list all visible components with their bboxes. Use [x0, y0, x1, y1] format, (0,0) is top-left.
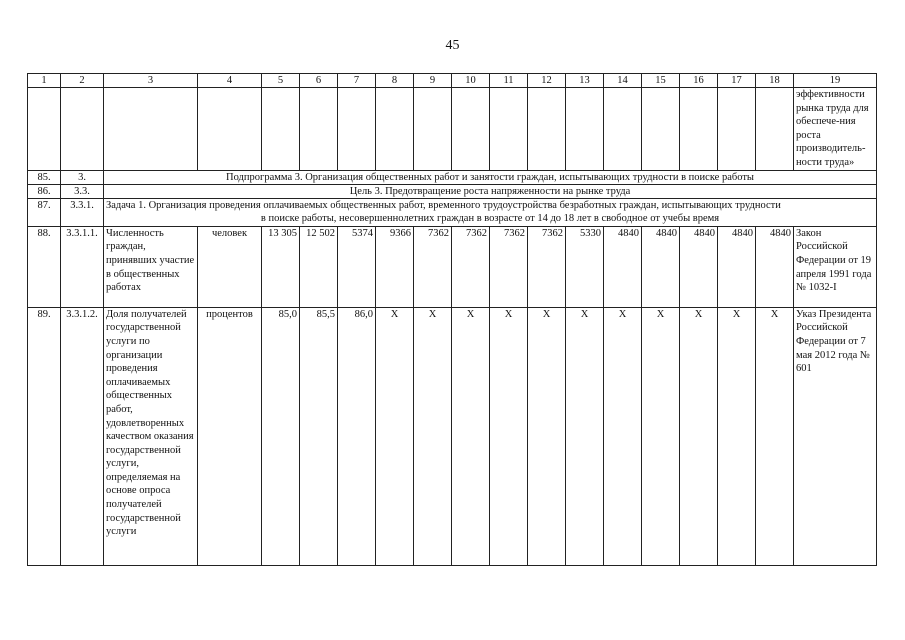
indicator-value: 4840	[718, 226, 756, 307]
column-number: 12	[528, 74, 566, 88]
row-code: 3.3.	[61, 184, 104, 198]
indicator-value: 7362	[490, 226, 528, 307]
indicator-value: Х	[528, 307, 566, 565]
legal-basis: Закон Российской Федерации от 19 апреля 1991 года № 1032-I	[794, 226, 877, 307]
column-number: 7	[338, 74, 376, 88]
column-number: 18	[756, 74, 794, 88]
column-number: 13	[566, 74, 604, 88]
indicator-value: Х	[718, 307, 756, 565]
row-number: 86.	[28, 184, 61, 198]
column-number: 3	[104, 74, 198, 88]
column-number: 9	[414, 74, 452, 88]
subprogram-title: Подпрограмма 3. Организация общественных работ и занятости граждан, испытывающих трудности в поиске работы	[104, 170, 877, 184]
indicator-value: 5330	[566, 226, 604, 307]
table-row	[28, 307, 877, 565]
column-number: 4	[198, 74, 262, 88]
row-code: 3.	[61, 170, 104, 184]
indicator-value: Х	[680, 307, 718, 565]
task-title	[104, 198, 877, 226]
indicator-value: 85,0	[262, 307, 300, 565]
table-row	[28, 170, 877, 184]
indicator-name: Численность граждан, принявших участие в общественных работах	[104, 226, 198, 307]
indicator-value: 85,5	[300, 307, 338, 565]
indicator-value: 7362	[528, 226, 566, 307]
column-number: 2	[61, 74, 104, 88]
row-code: 3.3.1.	[61, 198, 104, 226]
column-number: 6	[300, 74, 338, 88]
indicator-value: Х	[376, 307, 414, 565]
task-text-line-2: в поиске работы, несовершеннолетних граждан в возрасте от 14 до 18 лет в свободное от учебы время	[260, 213, 720, 225]
table-row	[28, 226, 877, 307]
column-number: 16	[680, 74, 718, 88]
table-row	[28, 198, 877, 226]
column-number: 11	[490, 74, 528, 88]
column-number: 19	[794, 74, 877, 88]
page-number: 45	[445, 38, 460, 53]
row-number: 85.	[28, 170, 61, 184]
row-code: 3.3.1.1.	[61, 226, 104, 307]
indicator-value: 4840	[604, 226, 642, 307]
row-code: 3.3.1.2.	[61, 307, 104, 565]
row-number: 88.	[28, 226, 61, 307]
indicator-value: Х	[490, 307, 528, 565]
indicator-value: 12 502	[300, 226, 338, 307]
indicator-value: 4840	[680, 226, 718, 307]
indicator-unit: процентов	[198, 307, 262, 565]
indicators-table	[27, 73, 877, 566]
task-text-line-1: Задача 1. Организация проведения оплачиваемых общественных работ, временного трудоустройства безработных граждан, испытывающих трудности	[106, 199, 781, 211]
table-row	[28, 184, 877, 198]
indicator-unit: человек	[198, 226, 262, 307]
legal-basis: Указ Президента Российской Федерации от 7 мая 2012 года № 601	[794, 307, 877, 565]
indicator-value: 9366	[376, 226, 414, 307]
indicator-value: Х	[452, 307, 490, 565]
row-number: 87.	[28, 198, 61, 226]
continuation-basis-text: эффективности рынка труда для обеспече-ния роста производитель-ности труда»	[794, 88, 877, 171]
indicator-value: 5374	[338, 226, 376, 307]
indicator-value: 13 305	[262, 226, 300, 307]
column-number: 8	[376, 74, 414, 88]
indicator-name: Доля получателей государственной услуги по организации проведения оплачиваемых общественных работ, удовлетворенных качеством оказания государственной услуги, определяемая на основе опроса получателей государственной услуги	[104, 307, 198, 565]
column-number: 15	[642, 74, 680, 88]
indicator-value: 4840	[756, 226, 794, 307]
indicator-value: 4840	[642, 226, 680, 307]
column-number: 5	[262, 74, 300, 88]
column-number: 17	[718, 74, 756, 88]
indicator-value: Х	[642, 307, 680, 565]
indicator-value: 86,0	[338, 307, 376, 565]
row-number: 89.	[28, 307, 61, 565]
column-number-row	[28, 74, 877, 88]
indicator-value: Х	[414, 307, 452, 565]
indicator-value: 7362	[452, 226, 490, 307]
indicator-value: 7362	[414, 226, 452, 307]
goal-text: Цель 3. Предотвращение роста напряженности на рынке труда	[349, 185, 631, 197]
column-number: 1	[28, 74, 61, 88]
indicator-value: Х	[604, 307, 642, 565]
indicator-value: Х	[756, 307, 794, 565]
goal-title	[104, 184, 877, 198]
continuation-row	[28, 88, 877, 171]
indicator-value: Х	[566, 307, 604, 565]
column-number: 10	[452, 74, 490, 88]
column-number: 14	[604, 74, 642, 88]
